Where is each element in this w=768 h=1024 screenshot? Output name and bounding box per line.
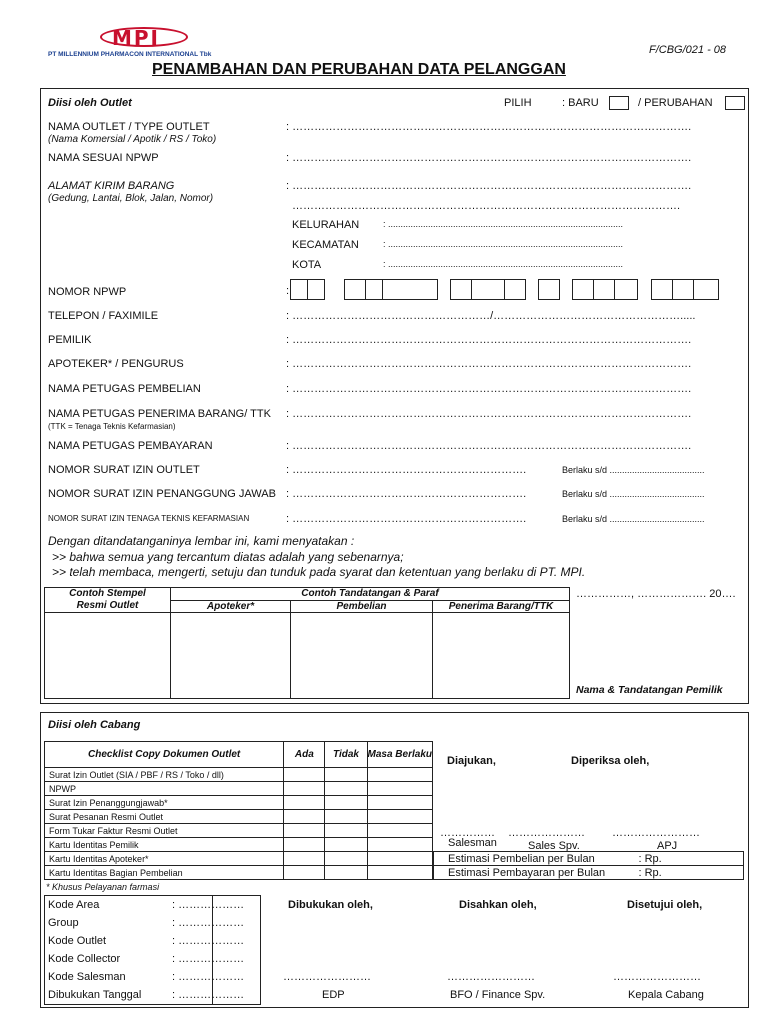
npwp-digit[interactable]: [538, 279, 560, 300]
salesspv-sign-line[interactable]: …………………: [508, 827, 585, 839]
telepon-label: TELEPON / FAXIMILE: [48, 310, 159, 322]
pemilik-label: PEMILIK: [48, 334, 92, 346]
kelurahan-label: KELURAHAN: [292, 219, 360, 231]
logo-subtitle: PT MILLENNIUM PHARMACON INTERNATIONAL Tbk: [48, 51, 212, 58]
npwp-digit[interactable]: [450, 279, 472, 300]
disahkan-label: Disahkan oleh,: [459, 899, 537, 911]
declaration-1: >> bahwa semua yang tercantum diatas adalah yang sebenarnya;: [52, 550, 404, 564]
code-value[interactable]: : ………………: [172, 935, 245, 947]
checklist-item: Kartu Identitas Pemilik: [45, 838, 284, 852]
pembelian-sign-cell[interactable]: [291, 613, 433, 699]
masa-cell[interactable]: [367, 782, 432, 796]
surat-izin-outlet-berlaku[interactable]: Berlaku s/d ......................................: [562, 465, 705, 475]
khusus-note: * Khusus Pelayanan farmasi: [46, 882, 160, 892]
cabang-section-title: Diisi oleh Cabang: [48, 719, 141, 731]
kota-field[interactable]: : ..............................................................................................: [383, 259, 624, 269]
declaration-2: >> telah membaca, mengerti, setuju dan tunduk pada syarat dan ketentuan yang berlaku di PT. MPI.: [52, 565, 586, 579]
code-label: Dibukukan Tanggal: [48, 989, 142, 1001]
npwp-digit[interactable]: [672, 279, 694, 300]
kota-label: KOTA: [292, 259, 322, 271]
masa-cell[interactable]: [367, 768, 432, 782]
tidak-cell[interactable]: [325, 866, 367, 880]
pilih-label: PILIH: [504, 97, 532, 109]
nama-outlet-sub: (Nama Komersial / Apotik / RS / Toko): [48, 134, 217, 145]
estimasi-pembelian-value[interactable]: : Rp.: [639, 852, 744, 866]
telepon-field[interactable]: : ………………………………………………/…………………………………………….....: [286, 310, 696, 322]
surat-izin-pj-field[interactable]: : ……………………………………………………….: [286, 488, 527, 500]
salesman-label: Salesman: [448, 837, 497, 849]
tidak-cell[interactable]: [325, 782, 367, 796]
ada-cell[interactable]: [284, 782, 325, 796]
code-label: Kode Outlet: [48, 935, 107, 947]
ttk-note: (TTK = Tenaga Teknis Kefarmasian): [48, 422, 176, 431]
bfo-label: BFO / Finance Spv.: [450, 989, 546, 1001]
nama-outlet-field[interactable]: : ……………………………………………………………………………………………….: [286, 121, 692, 133]
npwp-digit[interactable]: [651, 279, 673, 300]
apoteker-sign-cell[interactable]: [171, 613, 291, 699]
stempel-cell[interactable]: [45, 613, 171, 699]
logo-text: MPI: [112, 26, 161, 50]
perubahan-label: / PERUBAHAN: [638, 97, 713, 109]
diajukan-label: Diajukan,: [447, 755, 496, 767]
declaration-intro: Dengan ditandatanganinya lembar ini, kami menyatakan :: [48, 534, 355, 548]
col-tidak: Tidak: [325, 742, 367, 768]
edp-sign-line[interactable]: ……………………: [283, 971, 371, 983]
apj-sign-line[interactable]: ……………………: [612, 827, 700, 839]
baru-checkbox[interactable]: [609, 96, 629, 110]
nama-outlet-label: NAMA OUTLET / TYPE OUTLET: [48, 121, 210, 133]
diperiksa-label: Diperiksa oleh,: [571, 755, 650, 767]
estimasi-pembayaran-label: Estimasi Pembayaran per Bulan: [434, 866, 639, 880]
apj-label: APJ: [657, 840, 678, 852]
surat-izin-ttk-label: NOMOR SURAT IZIN TENAGA TEKNIS KEFARMASIAN: [48, 514, 250, 523]
penerima-sign-cell[interactable]: [433, 613, 570, 699]
tidak-cell[interactable]: [325, 838, 367, 852]
code-label: Group: [48, 917, 79, 929]
apoteker-field[interactable]: : ……………………………………………………………………………………………….: [286, 358, 692, 370]
code-label: Kode Area: [48, 899, 100, 911]
alamat-field-2[interactable]: …………………………………………………………………………………………….: [292, 200, 681, 212]
nama-npwp-field[interactable]: : ……………………………………………………………………………………………….: [286, 152, 692, 164]
masa-cell[interactable]: [367, 852, 432, 866]
estimasi-pembayaran-value[interactable]: : Rp.: [639, 866, 744, 880]
npwp-digit[interactable]: [344, 279, 366, 300]
npwp-digit[interactable]: [693, 279, 719, 300]
code-label: Kode Collector: [48, 953, 121, 965]
signature-table: [44, 587, 570, 699]
ada-cell[interactable]: [284, 768, 325, 782]
checklist-item: Surat Izin Penanggungjawab*: [45, 796, 284, 810]
kepala-sign-line[interactable]: ……………………: [613, 971, 701, 983]
estimasi-table: [433, 851, 744, 880]
masa-cell[interactable]: [367, 838, 432, 852]
nama-npwp-label: NAMA SESUAI NPWP: [48, 152, 159, 164]
page-title: PENAMBAHAN DAN PERUBAHAN DATA PELANGGAN: [152, 61, 566, 78]
form-code: F/CBG/021 - 08: [649, 44, 727, 56]
date-line[interactable]: ……………, ………………. 20….: [576, 588, 736, 600]
npwp-digit[interactable]: [593, 279, 615, 300]
npwp-digit-boxes[interactable]: [290, 279, 720, 300]
npwp-digit[interactable]: [365, 279, 383, 300]
ada-cell[interactable]: [284, 810, 325, 824]
checklist-item: Surat Izin Outlet (SIA / PBF / RS / Toko / dll): [45, 768, 284, 782]
masa-cell[interactable]: [367, 796, 432, 810]
petugas-penerima-label: NAMA PETUGAS PENERIMA BARANG/ TTK: [48, 408, 271, 420]
petugas-pembayaran-field[interactable]: : ……………………………………………………………………………………………….: [286, 440, 692, 452]
checklist-item: Form Tukar Faktur Resmi Outlet: [45, 824, 284, 838]
surat-izin-outlet-field[interactable]: : ……………………………………………………….: [286, 464, 527, 476]
kepala-label: Kepala Cabang: [628, 989, 704, 1001]
bfo-sign-line[interactable]: ……………………: [447, 971, 535, 983]
npwp-digit[interactable]: [504, 279, 526, 300]
surat-izin-pj-label: NOMOR SURAT IZIN PENANGGUNG JAWAB: [48, 488, 276, 500]
estimasi-pembelian-label: Estimasi Pembelian per Bulan: [434, 852, 639, 866]
npwp-digit[interactable]: [382, 279, 438, 300]
npwp-digit[interactable]: [290, 279, 308, 300]
pemilik-field[interactable]: : ……………………………………………………………………………………………….: [286, 334, 692, 346]
nomor-npwp-label: NOMOR NPWP: [48, 286, 127, 298]
disetujui-label: Disetujui oleh,: [627, 899, 703, 911]
col-ada: Ada: [284, 742, 325, 768]
checklist-item: Kartu Identitas Apoteker*: [45, 852, 284, 866]
ada-cell[interactable]: [284, 796, 325, 810]
petugas-pembayaran-label: NAMA PETUGAS PEMBAYARAN: [48, 440, 213, 452]
kelurahan-field[interactable]: : ..............................................................................................: [383, 219, 624, 229]
ada-cell[interactable]: [284, 852, 325, 866]
petugas-pembelian-field[interactable]: : ……………………………………………………………………………………………….: [286, 383, 692, 395]
sales-spv-label: Sales Spv.: [528, 840, 580, 852]
stempel-header: [45, 588, 171, 613]
npwp-colon: :: [286, 285, 290, 297]
tidak-cell[interactable]: [325, 796, 367, 810]
checklist-table: [44, 741, 433, 880]
company-logo: [48, 24, 236, 60]
surat-izin-pj-berlaku[interactable]: Berlaku s/d ......................................: [562, 489, 705, 499]
checklist-header: Checklist Copy Dokumen Outlet: [45, 742, 284, 768]
surat-izin-outlet-label: NOMOR SURAT IZIN OUTLET: [48, 464, 200, 476]
petugas-penerima-field[interactable]: : ……………………………………………………………………………………………….: [286, 408, 692, 420]
petugas-pembelian-label: NAMA PETUGAS PEMBELIAN: [48, 383, 201, 395]
col-masa: Masa Berlaku: [367, 742, 432, 768]
npwp-digit[interactable]: [572, 279, 594, 300]
col-penerima: Penerima Barang/TTK: [433, 600, 570, 613]
col-pembelian: Pembelian: [291, 600, 433, 613]
tidak-cell[interactable]: [325, 768, 367, 782]
alamat-label: ALAMAT KIRIM BARANG: [48, 180, 175, 192]
dibukukan-label: Dibukukan oleh,: [288, 899, 373, 911]
edp-label: EDP: [322, 989, 345, 1001]
pemilik-signature-label: Nama & Tandatangan Pemilik: [576, 684, 723, 696]
code-label: Kode Salesman: [48, 971, 126, 983]
checklist-item: Surat Pesanan Resmi Outlet: [45, 810, 284, 824]
ada-cell[interactable]: [284, 866, 325, 880]
kecamatan-label: KECAMATAN: [292, 239, 359, 251]
tandatangan-header: Contoh Tandatangan & Paraf: [171, 588, 570, 601]
checklist-item: NPWP: [45, 782, 284, 796]
ada-cell[interactable]: [284, 824, 325, 838]
surat-izin-ttk-berlaku[interactable]: Berlaku s/d ......................................: [562, 514, 705, 524]
salesman-sign-line[interactable]: ……………: [440, 827, 495, 839]
stempel-header-1: Contoh Stempel: [69, 588, 146, 599]
surat-izin-ttk-field[interactable]: : ……………………………………………………….: [286, 513, 527, 525]
kecamatan-field[interactable]: : ..............................................................................................: [383, 239, 624, 249]
masa-cell[interactable]: [367, 810, 432, 824]
masa-cell[interactable]: [367, 866, 432, 880]
outlet-section-title: Diisi oleh Outlet: [48, 97, 132, 109]
stempel-header-2: Resmi Outlet: [76, 600, 139, 611]
alamat-sub: (Gedung, Lantai, Blok, Jalan, Nomor): [48, 193, 214, 204]
tidak-cell[interactable]: [325, 810, 367, 824]
npwp-digit[interactable]: [614, 279, 638, 300]
tidak-cell[interactable]: [325, 824, 367, 838]
checklist-item: Kartu Identitas Bagian Pembelian: [45, 866, 284, 880]
apoteker-label: APOTEKER* / PENGURUS: [48, 358, 184, 370]
alamat-field[interactable]: : ……………………………………………………………………………………………….: [286, 180, 692, 192]
code-value[interactable]: : ………………: [172, 917, 245, 929]
npwp-digit[interactable]: [307, 279, 325, 300]
perubahan-checkbox[interactable]: [725, 96, 745, 110]
baru-label: : BARU: [562, 97, 599, 109]
ada-cell[interactable]: [284, 838, 325, 852]
col-apoteker: Apoteker*: [171, 600, 291, 613]
masa-cell[interactable]: [367, 824, 432, 838]
tidak-cell[interactable]: [325, 852, 367, 866]
npwp-digit[interactable]: [471, 279, 505, 300]
code-value[interactable]: : ………………: [172, 899, 245, 911]
code-value[interactable]: : ………………: [172, 971, 245, 983]
code-value[interactable]: : ………………: [172, 953, 245, 965]
code-value[interactable]: : ………………: [172, 989, 245, 1001]
